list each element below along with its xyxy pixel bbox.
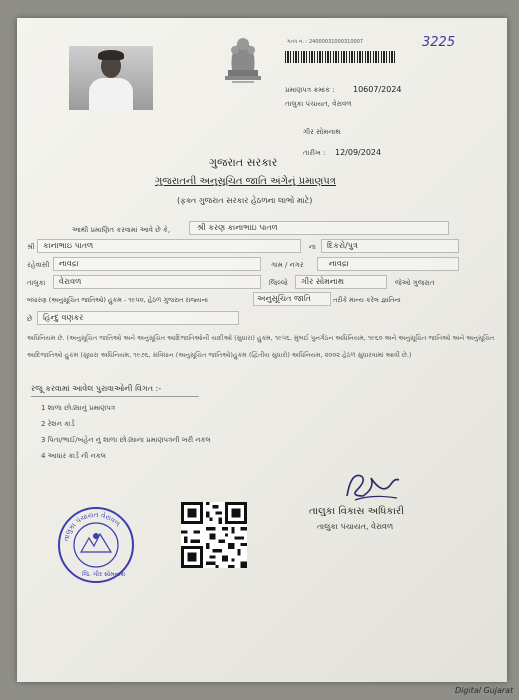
document-item: 3 પિતા/ભાઈ/બહેન નું શાળા છોડ્યાના પ્રમાણપત્રની ખરી નકલ	[41, 436, 211, 444]
village-label: રહેવાસી	[27, 261, 50, 269]
barcode	[285, 51, 395, 63]
watermark-text: Digital Gujarat	[455, 686, 514, 695]
recognised-text: તરીકે માન્ય કરેલ જ્ઞાતિના	[333, 296, 401, 304]
district-value: ગીર સોમનાથ	[301, 277, 344, 286]
header-district: ગીર સોમનાથ	[303, 128, 341, 136]
taluka-value: વેરાવળ	[59, 277, 82, 286]
signature	[337, 466, 407, 506]
caste-value: હિન્દુ વણકર	[43, 313, 84, 322]
taluka-field	[53, 275, 261, 289]
caste-label: છે	[27, 315, 33, 323]
caste-category: અનુસૂચિત જાતિ	[257, 294, 311, 303]
signatory-title: તાલુકા વિકાસ અધિકારી	[309, 506, 404, 517]
certify-text: આથી પ્રમાણિત કરવામાં આવે છે કે,	[72, 226, 171, 234]
national-emblem-icon	[222, 32, 264, 86]
signatory-office: તાલુકા પંચાયત, વેરાવળ	[317, 522, 394, 531]
district-label: જિલ્લો	[269, 279, 288, 287]
qr-code	[181, 502, 247, 568]
state-label: જેઓ ગુજરાત	[395, 279, 435, 287]
issue-date: 12/09/2024	[335, 148, 382, 157]
barcode-number: ગતપ નં. : 24000031000310007	[287, 39, 364, 45]
taluka-label: તાલુકા	[27, 279, 46, 287]
certificate-no: 10607/2024	[353, 85, 402, 94]
documents-heading-underline	[31, 396, 199, 397]
handwritten-number: 3225	[422, 35, 456, 50]
village-city-value: નાવદ્રા	[329, 259, 349, 268]
village-field	[53, 257, 261, 271]
relation-label: ના	[309, 243, 316, 251]
father-name: કાનાભાઇ પાતળ	[43, 241, 94, 250]
documents-heading: રજૂ કરવામાં આવેલ પુરાવાઓની વિગત :-	[31, 384, 162, 393]
certificate-subtitle: (ફક્ત ગુજરાત સરકાર હેઠળના લાભો માટે)	[177, 196, 313, 205]
certificate-no-label: પ્રમાણપત્ર ક્રમાંક :	[285, 86, 335, 94]
applicant-photo	[69, 46, 153, 110]
legal-paragraph: અધિનિયમ છે. (અનુસૂચિત જાતિઓ અને અનુસૂચિત આદિજાતિઓની યાદીઓ (સુધારા) હુકમ, ૧૯૫૬, મુંબઈ પુનર્ગઠન અધિનિયમ, ૧૯૬૦ અને અનુસૂચિત જાતિઓ અને અનુસૂચિત આદિજાતિઓ હુકમ (સુધારા અધિનિયમ, ૧૯૭૬, સંવિધાન (અનુસૂચિત જાતિઓ)હુકમ (દ્વિતીય સુધારો) અધિનિયમ, ૨૦૦૨ હેઠળ સુધારવામાં આવી છે.)	[27, 334, 495, 359]
document-item: 4 આધાર કાર્ડ ની નકલ	[41, 452, 106, 460]
certificate-title: ગુજરાતની અનુસૂચિત જાતિ અંગેનું પ્રમાણપત્ર	[155, 176, 336, 187]
village-city-label: ગામ / નગર	[271, 261, 304, 269]
government-title: ગુજરાત સરકાર	[209, 156, 278, 169]
stamp-ring-text: તાલુકા પંચાયત વેરાવળ	[62, 510, 122, 542]
svg-text:તાલુકા પંચાયત વેરાવળ	[62, 510, 122, 542]
certificate-sheet	[17, 18, 507, 682]
applicant-name: શ્રી કરણ કાનાભાઇ પાતળ	[197, 223, 278, 232]
village-value: નાવદ્રા	[59, 259, 79, 268]
stamp-bottom-text: જિ. ગીર સોમનાથ	[82, 571, 126, 578]
panchayat-stamp	[57, 506, 135, 584]
relation-value: દિકરો/પુત્ર	[327, 241, 358, 250]
father-prefix: શ્રી	[27, 243, 35, 251]
document-item: 2 રેશન કાર્ડ	[41, 420, 75, 428]
document-item: 1 શાળા છોડ્યાનું પ્રમાણપત્ર	[41, 404, 116, 412]
date-label: તારીખ :	[303, 149, 326, 157]
list-text: બંધારણ (અનુસૂચિત જાતિઓ) હુકમ - ૧૯૫૦, હેઠળ ગુજરાત રાજ્યના	[27, 296, 209, 304]
header-office: તાલુકા પંચાયત, વેરાવળ	[285, 100, 352, 108]
